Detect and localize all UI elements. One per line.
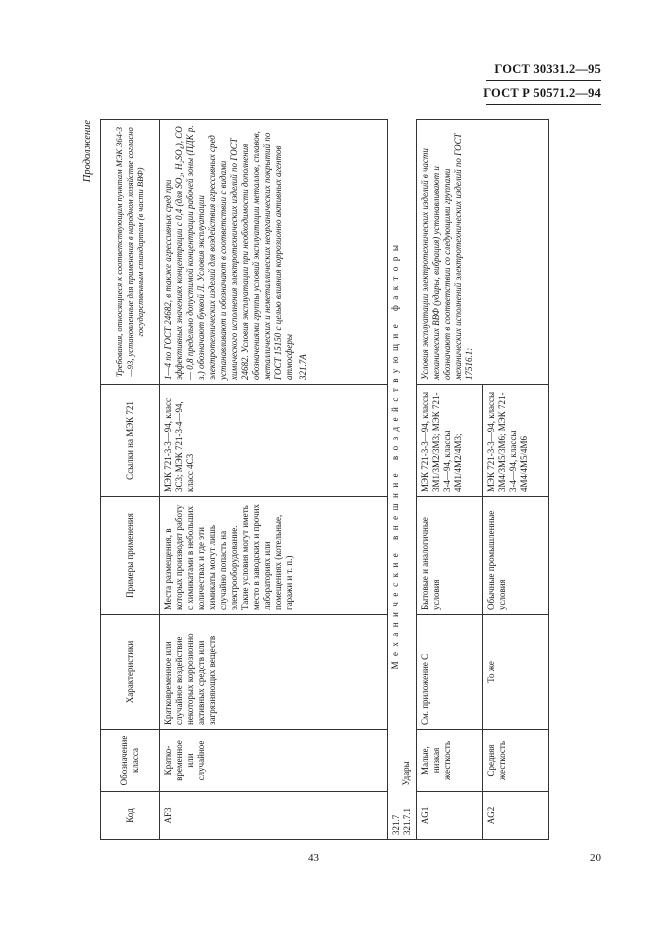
cell-examples: Места размещения, в которых производят работу с химикатами в небольших количествах и где эти химикаты могут лишь случайно попасть на электрооборудование. Такие условия могут иметь место в заводских и прочих лабораториях или помещениях (котельные, гаражи и т. п.) [160,497,388,615]
cell-code: AF3 [160,792,388,840]
col-header-code: Код [101,792,160,840]
subsection-title: Удары [400,761,411,786]
cell-characteristics: См. приложение С [416,615,482,730]
col-header-examples: Примеры применения [101,497,160,615]
col-header-class-name: Обозначение класса [101,730,160,792]
section-title: Механические внешние воздействующие факторы [390,239,400,670]
header-rule-2 [486,104,601,105]
cell-characteristics: То же [482,615,548,730]
standard-number-1: ГОСТ 30331.2—95 [494,62,601,76]
cell-class-name: Средняя жесткость [482,730,548,792]
cell-iec-refs: МЭК 721-3-3—94, класс 3C3; МЭК 721-3-4—94, класс 4C3 [160,385,388,497]
classification-table [100,119,549,840]
cell-iec-refs: МЭК 721-3-3—94, классы 3М4/3М5/3М6; МЭК 721-3-4—94, классы 4М4/4М5/4М6 [482,385,548,497]
col-header-iec-refs: Ссылки на МЭК 721 [101,385,160,497]
header-rule-1 [486,80,601,81]
section-number: 321.7 321.7.1 [388,792,417,840]
table-section-row [388,120,417,840]
table-row-af3 [160,120,388,840]
standard-number-2: ГОСТ Р 50571.2—94 [483,86,601,100]
rotated-table-area [82,120,580,840]
page-number: 20 [590,852,601,864]
cell-code: AG1 [416,792,482,840]
subsection-number: 321.7.1 [401,808,412,835]
requirements-text: 1—4 по ГОСТ 24682, в также агрессивных сред при эффективных значениях концентрации с 0,4 (для SO₂, H₂SO₄), CO — 0,8 предельно допустимой концентрации рабочей зоны (ПДК р. з.) обозначают буквой Л. Условия эксплуатации электротехнических изделий для воздействия агрессивных сред устанавливают и обозначают в соответствии с видами химического исполнения электротехнических изделий по ГОСТ 24682. Условия эксплуатации при необходимости дополнения обозначениями группы условий эксплуатации металлов, сплавов, металлических и неметаллических неорганических покрытий по ГОСТ 15150 с целью влияния коррозионно активных агентов атмосферы [163,125,294,380]
cell-requirements: Условия эксплуатации электротехнических изделий в части механических ВВФ (удары, вибрация) устанавливают и обозначают в соответствии со следующими группами механических исполнений электротехнических изделий по ГОСТ 17516.1: [416,120,548,385]
original-page-number: 43 [308,852,319,864]
cell-code: AG2 [482,792,548,840]
section-title-cell [388,120,417,792]
cell-characteristics: Кратковременное или случайное воздействие некоторых коррозионно активных средств или загрязняющих веществ [160,615,388,730]
clause-ref: 321.7А [297,354,308,380]
continuation-label: Продолжение [82,120,93,183]
table-row-ag1 [416,120,482,840]
cell-class-name: Малые, низкая жесткость [416,730,482,792]
cell-iec-refs: МЭК 721-3-3—94, классы 3М1/3М2/3М3; МЭК 721-3-4—94, классы 4М1/4М2/4М3; [416,385,482,497]
cell-requirements [160,120,388,385]
cell-examples: Обычные промышленные условия [482,497,548,615]
cell-class-name: Кратко-временное или случайное [160,730,388,792]
table-header-row [101,120,160,840]
cell-examples: Бытовые и аналогичные условия [416,497,482,615]
col-header-requirements: Требования, относящиеся к соответствующим пунктам МЭК 364-3—93, установленные для применения в народном хозяйстве согласно государственным стандартам (в части ВВФ) [101,120,160,385]
col-header-characteristics: Характеристики [101,615,160,730]
